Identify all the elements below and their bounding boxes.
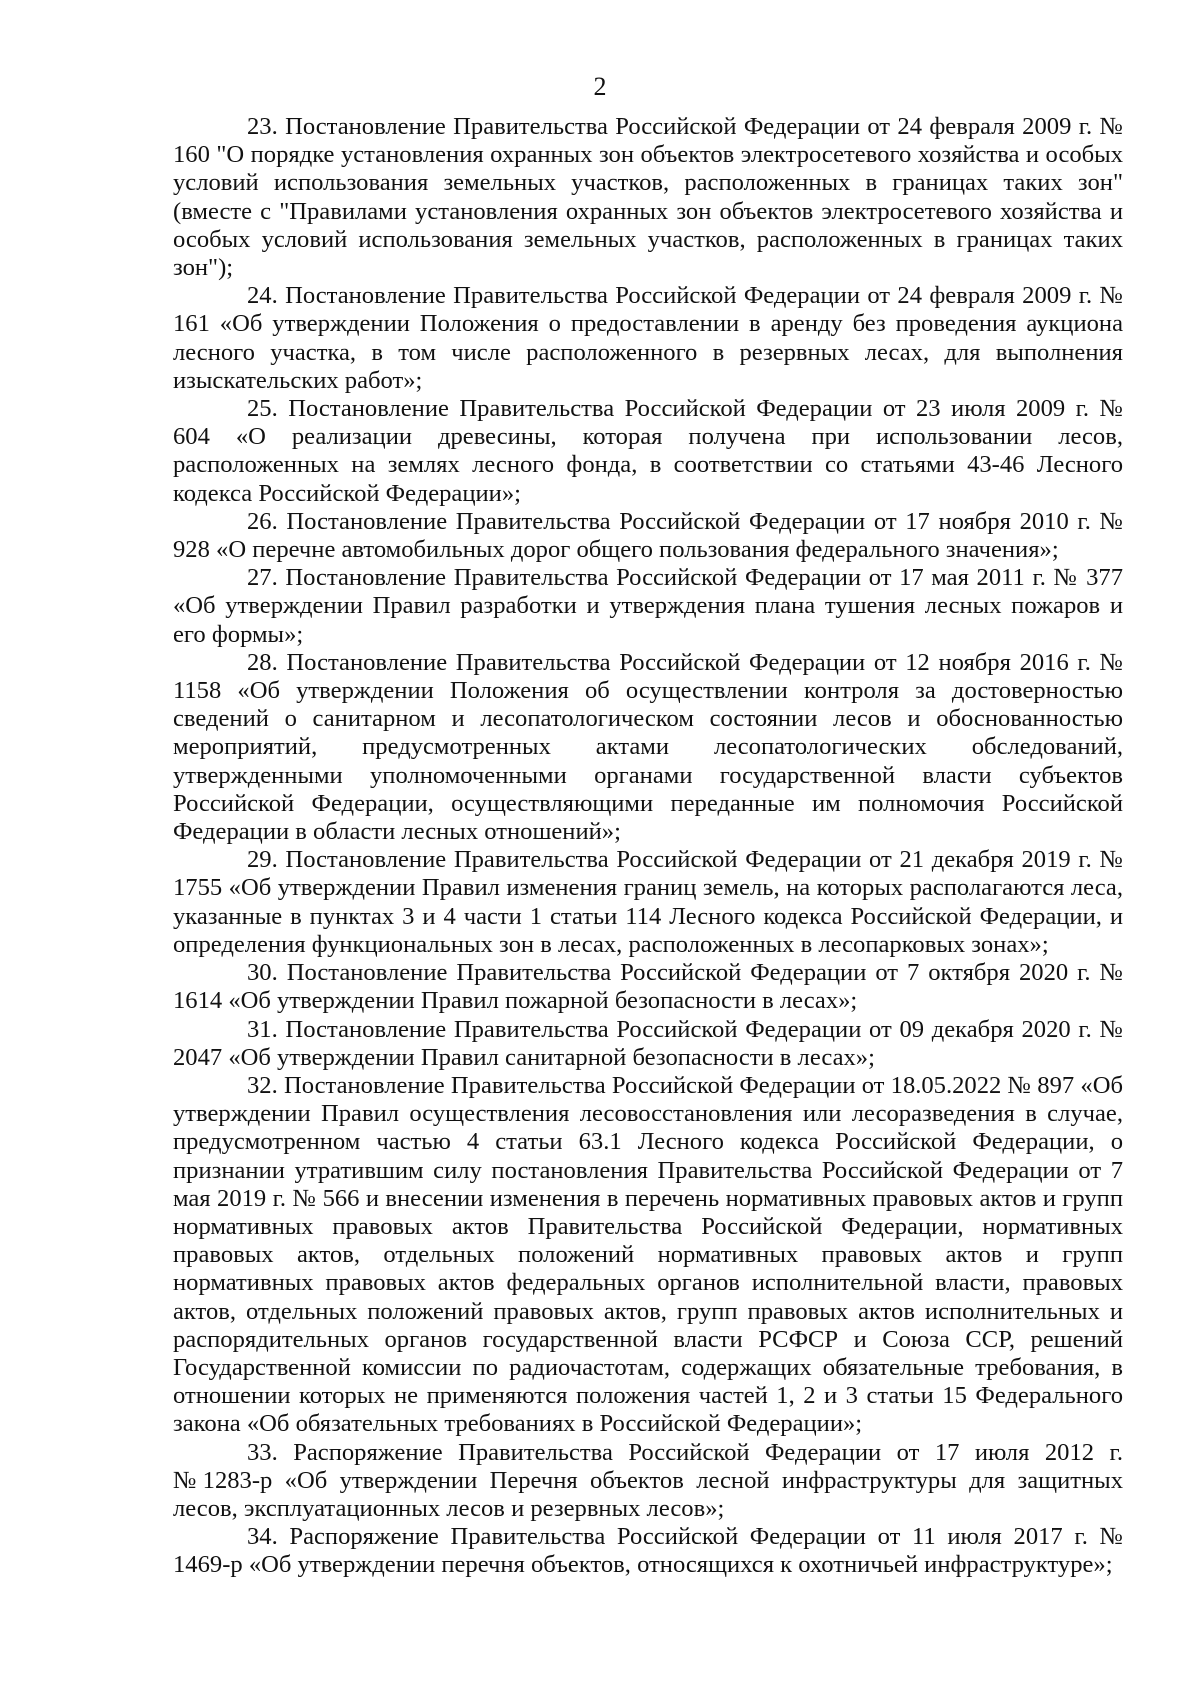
list-item: 28. Постановление Правительства Российской Федерации от 12 ноября 2016 г. № 1158 «Об утверждении Положения об осуществлении контроля за достоверностью сведений о санитарном и лесопатологическом состоянии лесов и обоснованностью мероприятий, предусмотренных актами лесопатологических обследований, утвержденными уполномоченными органами государственной власти субъектов Российской Федерации, осуществляющими переданные им полномочия Российской Федерации в области лесных отношений»; <box>173 648 1123 846</box>
list-item: 27. Постановление Правительства Российской Федерации от 17 мая 2011 г. № 377 «Об утверждении Правил разработки и утверждения плана тушения лесных пожаров и его формы»; <box>173 564 1123 648</box>
list-item: 24. Постановление Правительства Российской Федерации от 24 февраля 2009 г. № 161 «Об утверждении Положения о предоставлении в аренду без проведения аукциона лесного участка, в том числе расположенного в резервных лесах, для выполнения изыскательских работ»; <box>173 282 1123 394</box>
list-item: 26. Постановление Правительства Российской Федерации от 17 ноября 2010 г. № 928 «О перечне автомобильных дорог общего пользования федерального значения»; <box>173 507 1123 564</box>
list-item: 30. Постановление Правительства Российской Федерации от 7 октября 2020 г. № 1614 «Об утверждении Правил пожарной безопасности в лесах»; <box>173 959 1123 1015</box>
list-item: 31. Постановление Правительства Российской Федерации от 09 декабря 2020 г. № 2047 «Об утверждении Правил санитарной безопасности в лесах»; <box>173 1015 1123 1071</box>
list-item: 33. Распоряжение Правительства Российской Федерации от 17 июля 2012 г. №1283-р «Об утверждении Перечня объектов лесной инфраструктуры для защитных лесов, эксплуатационных лесов и резервных лесов»; <box>173 1438 1123 1522</box>
list-item: 32. Постановление Правительства Российской Федерации от 18.05.2022 № 897 «Об утверждении Правил осуществления лесовосстановления или лесоразведения в случае, предусмотренном частью 4 статьи 63.1 Лесного кодекса Российской Федерации, о признании утратившим силу постановления Правительства Российской Федерации от 7 мая 2019 г. № 566 и внесении изменения в перечень нормативных правовых актов и групп нормативных правовых актов Правительства Российской Федерации, нормативных правовых актов, отдельных положений нормативных правовых актов и групп нормативных правовых актов федеральных органов исполнительной власти, правовых актов, отдельных положений правовых актов, групп правовых актов исполнительных и распорядительных органов государственной власти РСФСР и Союза ССР, решений Государственной комиссии по радиочастотам, содержащих обязательные требования, в отношении которых не применяются положения частей 1, 2 и 3 статьи 15 Федерального закона «Об обязательных требованиях в Российской Федерации»; <box>173 1071 1123 1438</box>
list-item: 23. Постановление Правительства Российской Федерации от 24 февраля 2009 г. № 160 "О порядке установления охранных зон объектов электросетевого хозяйства и особых условий использования земельных участков, расположенных в границах таких зон" (вместе с "Правилами установления охранных зон объектов электросетевого хозяйства и особых условий использования земельных участков, расположенных в границах таких зон"); <box>173 113 1123 282</box>
page-number: 2 <box>593 72 607 101</box>
list-item: 29. Постановление Правительства Российской Федерации от 21 декабря 2019 г. № 1755 «Об утверждении Правил изменения границ земель, на которых располагаются леса, указанные в пунктах 3 и 4 части 1 статьи 114 Лесного кодекса Российской Федерации, и определения функциональных зон в лесах, расположенных в лесопарковых зонах»; <box>173 846 1123 958</box>
legal-acts-list <box>173 113 1123 1580</box>
list-item: 25. Постановление Правительства Российской Федерации от 23 июля 2009 г. № 604 «О реализации древесины, которая получена при использовании лесов, расположенных на землях лесного фонда, в соответствии со статьями 43-46 Лесного кодекса Российской Федерации»; <box>173 395 1123 507</box>
list-item: 34. Распоряжение Правительства Российской Федерации от 11 июля 2017 г. № 1469-р «Об утверждении перечня объектов, относящихся к охотничьей инфраструктуре»; <box>173 1523 1123 1579</box>
